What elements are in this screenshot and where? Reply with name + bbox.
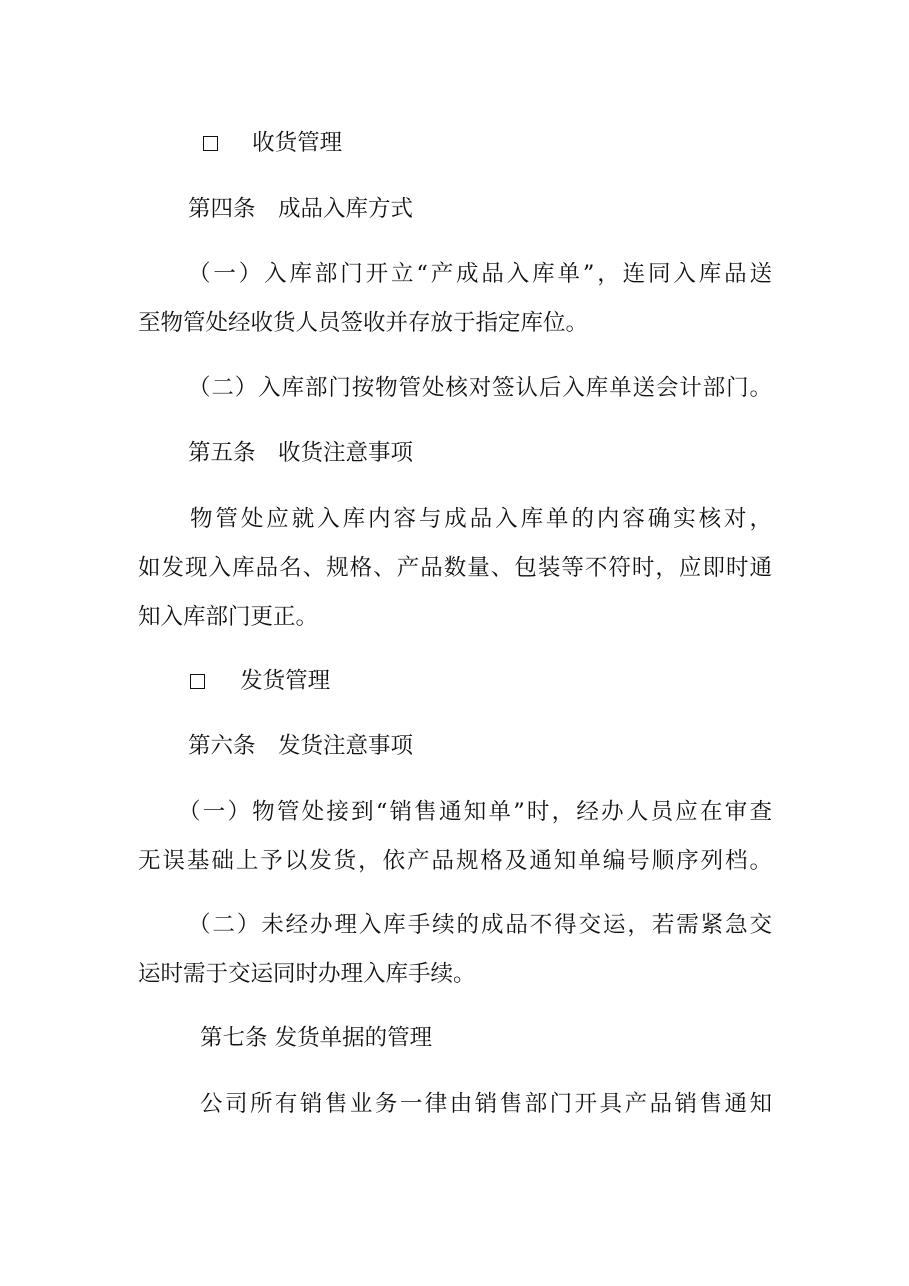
section-heading-shipping [190, 666, 330, 696]
checkbox-icon [203, 136, 218, 151]
article-4-item-2: （二）入库部门按物管处核对签认后入库单送会计部门。 [188, 375, 772, 401]
article-4-item-1-line-1: （一）入库部门开立“产成品入库单”，连同入库品送 [188, 261, 772, 287]
article-6-item-2-line-1: （二）未经办理入库手续的成品不得交运，若需紧急交 [188, 912, 772, 938]
article-6-item-1-line-2: 无误基础上予以发货，依产品规格及通知单编号顺序列档。 [138, 848, 772, 874]
article-7-para-line-1: 公司所有销售业务一律由销售部门开具产品销售通知 [200, 1091, 772, 1117]
article-4-item-1-line-2: 至物管处经收货人员签收并存放于指定库位。 [138, 310, 589, 336]
article-5-heading: 第五条 收货注意事项 [188, 440, 414, 466]
article-6-item-2-line-2: 运时需于交运同时办理入库手续。 [138, 961, 476, 987]
article-4-heading: 第四条 成品入库方式 [188, 196, 414, 222]
section-title-receiving: 收货管理 [252, 130, 343, 156]
article-7-heading: 第七条 发货单据的管理 [200, 1025, 433, 1051]
article-6-heading: 第六条 发货注意事项 [188, 733, 414, 759]
article-5-para-line-2: 如发现入库品名、规格、产品数量、包装等不符时，应即时通 [138, 555, 772, 581]
section-title-shipping: 发货管理 [240, 668, 331, 694]
article-5-para-line-3: 知入库部门更正。 [138, 604, 319, 630]
checkbox-icon [190, 674, 205, 689]
section-heading-receiving [203, 128, 342, 158]
article-6-item-1-line-1: （一）物管处接到“销售通知单”时，经办人员应在审查 [178, 799, 772, 825]
article-5-para-line-1: 物管处应就入库内容与成品入库单的内容确实核对， [190, 506, 772, 532]
